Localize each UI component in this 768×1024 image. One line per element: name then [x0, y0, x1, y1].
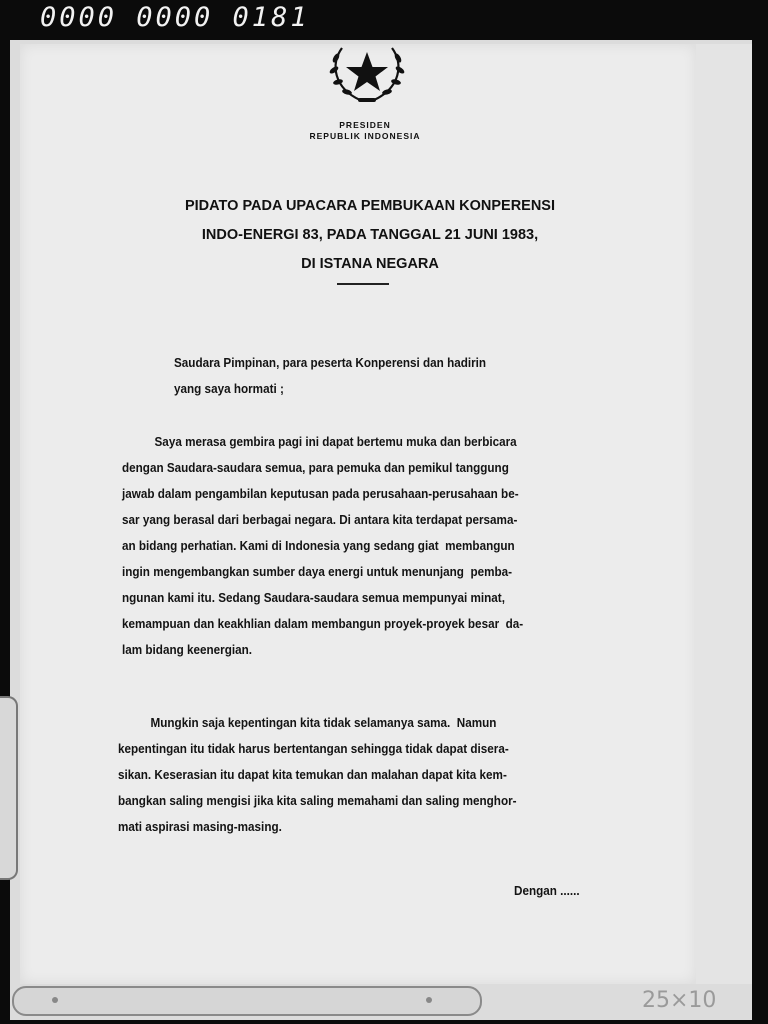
film-scroll-bar — [12, 986, 482, 1016]
film-frame-code: 0000 0000 0181 — [40, 2, 310, 33]
letterhead-line-1: PRESIDEN — [339, 120, 391, 130]
page-margin-strip — [696, 44, 752, 984]
title-line-3: DI ISTANA NEGARA — [301, 256, 439, 272]
title-underline — [337, 283, 389, 285]
scroll-bar-dot-left — [52, 997, 58, 1003]
binder-clip — [0, 696, 18, 880]
paragraph-2: Mungkin saja kepentingan kita tidak selamanya sama. Namun kepentingan itu tidak harus bertentangan sehingga tidak dapat disera- sikan. Keserasian itu dapat kita temukan dan malahan dapat kita kem- bangkan saling mengisi jika kita saling memahami dan saling menghor- mati aspirasi masing-masing. — [118, 715, 517, 834]
paragraph-1: Saya merasa gembira pagi ini dapat bertemu muka dan berbicara dengan Saudara-saudara semua, para pemuka dan pemikul tanggung jawab dalam pengambilan keputusan pada perusahaan-perusahaan be- sar yang berasal dari berbagai negara. Di antara kita terdapat persama- an bidang perhatian. Kami di Indonesia yang sedang giat membangun ingin mengembangkan sumber daya energi untuk menunjang pemba- ngunan kami itu. Sedang Saudara-saudara semua mempunyai minat, kemampuan dan keakhlian dalam membangun proyek-proyek besar da- lam bidang keenergian. — [122, 434, 524, 657]
title-line-1: PIDATO PADA UPACARA PEMBUKAAN KONPERENSI — [184, 198, 556, 214]
title-line-2: INDO-ENERGI 83, PADA TANGGAL 21 JUNI 1983, — [201, 227, 539, 243]
scroll-bar-dot-right — [426, 997, 432, 1003]
closing-continuation: Dengan ...... — [514, 883, 580, 898]
speech-title — [150, 192, 590, 279]
letterhead — [220, 120, 510, 142]
letterhead-line-2: REPUBLIK INDONESIA — [309, 131, 421, 141]
reduction-ratio: 25×10 — [642, 988, 717, 1013]
star-wreath-icon — [322, 38, 412, 108]
salutation: Saudara Pimpinan, para peserta Konperensi dan hadirin yang saya hormati ; — [174, 355, 487, 396]
